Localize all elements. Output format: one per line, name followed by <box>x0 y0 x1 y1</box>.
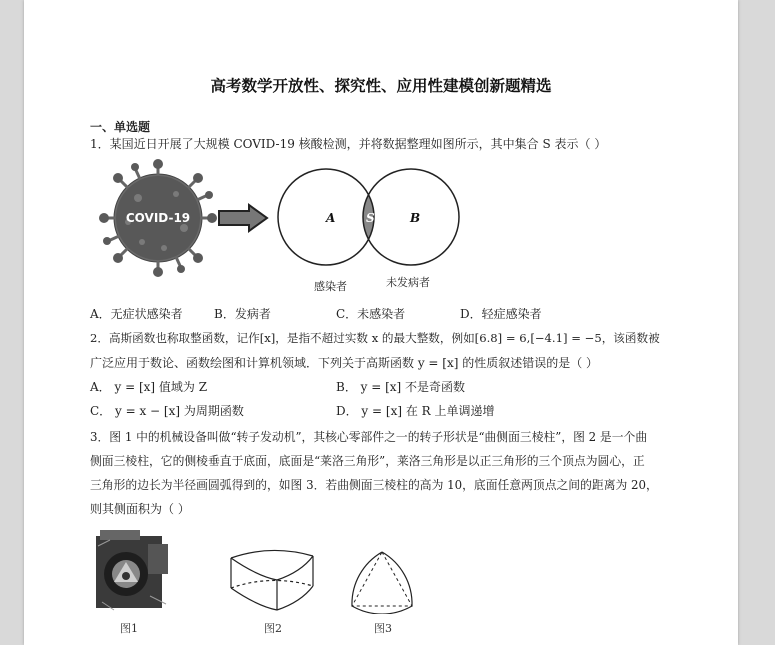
venn-diagram <box>276 164 466 294</box>
venn-label-b: B <box>410 211 421 225</box>
prism-figure <box>227 546 319 612</box>
arrow-icon <box>217 203 269 233</box>
q1-option-d: D．轻症感染者 <box>460 307 542 321</box>
q3-line2: 侧面三棱柱，它的侧棱垂直于底面，底面是“莱洛三角形”，莱洛三角形是以正三角形的三个顶点为圆心，正 <box>90 454 645 468</box>
section-heading: 一、单选题 <box>90 120 151 134</box>
fig2-caption: 图2 <box>264 622 282 635</box>
venn-label-s: S <box>366 211 375 225</box>
q2-option-a: A． y = [x] 值域为 Z <box>90 380 208 394</box>
q1-option-b: B．发病者 <box>214 307 271 321</box>
venn-caption-infected: 感染者 <box>314 280 347 293</box>
document-page <box>24 0 738 645</box>
virus-image <box>98 158 218 278</box>
venn-label-a: A <box>326 211 336 225</box>
fig3-caption: 图3 <box>374 622 392 635</box>
q1-option-a: A．无症状感染者 <box>90 307 183 321</box>
q1-option-c: C．未感染者 <box>336 307 406 321</box>
document-title: 高考数学开放性、探究性、应用性建模创新题精选 <box>210 77 552 95</box>
q1-stem: 1．某国近日开展了大规模 COVID-19 核酸检测，并将数据整理如图所示，其中集合 S 表示（ ） <box>90 137 607 151</box>
q2-option-b: B． y = [x] 不是奇函数 <box>336 380 466 394</box>
q3-line3: 三角形的边长为半径画圆弧得到的，如图 3．若曲侧面三棱柱的高为 10，底面任意两顶点之间的距离为 20， <box>90 478 658 492</box>
q3-line1: 3．图 1 中的机械设备叫做“转子发动机”，其核心零部件之一的转子形状是“曲侧面三棱柱”，图 2 是一个曲 <box>90 430 648 444</box>
engine-image <box>90 526 174 614</box>
q2-line2: 广泛应用于数论、函数绘图和计算机领域．下列关于高斯函数 y = [x] 的性质叙述错误的是（ ） <box>90 356 599 370</box>
q2-option-d: D． y = [x] 在 R 上单调递增 <box>336 404 495 418</box>
q2-option-c: C． y = x − [x] 为周期函数 <box>90 404 244 418</box>
q3-line4: 则其侧面积为（ ） <box>90 502 190 516</box>
fig1-caption: 图1 <box>120 622 138 635</box>
virus-label: COVID-19 <box>125 211 191 225</box>
venn-caption-asymptomatic: 未发病者 <box>386 276 430 289</box>
reuleaux-triangle-figure <box>346 548 418 614</box>
q2-line1: 2．高斯函数也称取整函数，记作[x]，是指不超过实数 x 的最大整数，例如[6.8] = 6,[−4.1] = −5，该函数被 <box>90 331 660 345</box>
